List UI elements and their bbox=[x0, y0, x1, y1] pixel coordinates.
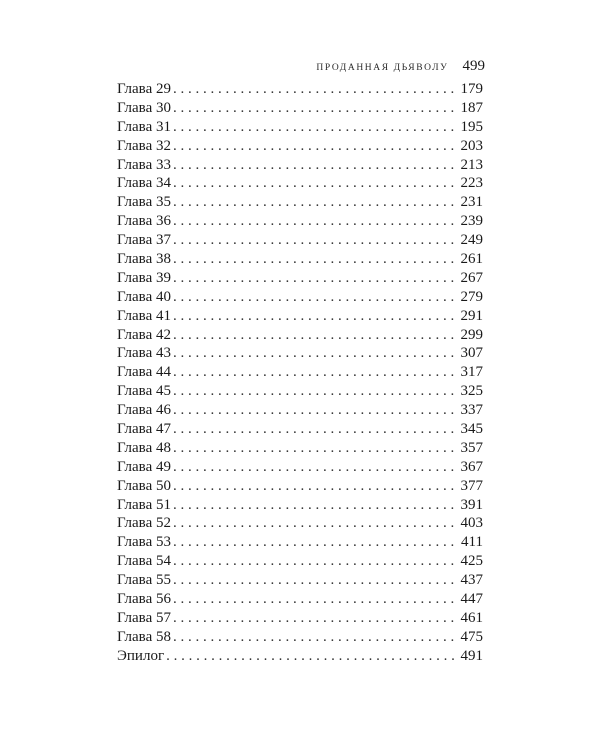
table-of-contents bbox=[117, 80, 483, 666]
toc-entry-title: Глава 35 bbox=[117, 194, 171, 211]
dot-leader bbox=[173, 137, 457, 156]
running-head bbox=[316, 58, 485, 75]
toc-entry[interactable] bbox=[117, 552, 483, 571]
toc-entry-page: 377 bbox=[460, 477, 483, 494]
dot-leader bbox=[173, 571, 457, 590]
toc-entry[interactable] bbox=[117, 118, 483, 137]
toc-entry-page: 261 bbox=[460, 251, 483, 268]
dot-leader bbox=[173, 174, 457, 193]
toc-entry[interactable] bbox=[117, 647, 483, 666]
dot-leader bbox=[166, 647, 456, 666]
toc-entry-page: 279 bbox=[460, 288, 483, 305]
toc-entry-title: Глава 48 bbox=[117, 439, 171, 456]
toc-entry-page: 391 bbox=[460, 496, 483, 513]
toc-entry[interactable] bbox=[117, 439, 483, 458]
toc-entry[interactable] bbox=[117, 477, 483, 496]
toc-entry-page: 223 bbox=[460, 175, 483, 192]
toc-entry-page: 461 bbox=[460, 609, 483, 626]
toc-entry-title: Глава 33 bbox=[117, 156, 171, 173]
toc-entry[interactable] bbox=[117, 344, 483, 363]
toc-entry-title: Глава 45 bbox=[117, 383, 171, 400]
toc-entry-page: 249 bbox=[460, 232, 483, 249]
toc-entry-page: 317 bbox=[460, 364, 483, 381]
toc-entry-title: Глава 36 bbox=[117, 213, 171, 230]
toc-entry-title: Глава 49 bbox=[117, 458, 171, 475]
page-number: 499 bbox=[462, 58, 485, 74]
toc-entry[interactable] bbox=[117, 212, 483, 231]
dot-leader bbox=[173, 212, 457, 231]
toc-entry-page: 447 bbox=[460, 591, 483, 608]
toc-entry-page: 337 bbox=[460, 402, 483, 419]
toc-entry[interactable] bbox=[117, 514, 483, 533]
toc-entry[interactable] bbox=[117, 269, 483, 288]
toc-entry-title: Глава 30 bbox=[117, 99, 171, 116]
toc-entry[interactable] bbox=[117, 137, 483, 156]
dot-leader bbox=[173, 269, 457, 288]
toc-entry[interactable] bbox=[117, 458, 483, 477]
toc-entry-page: 203 bbox=[460, 137, 483, 154]
dot-leader bbox=[173, 344, 457, 363]
toc-entry[interactable] bbox=[117, 99, 483, 118]
dot-leader bbox=[173, 193, 457, 212]
toc-entry-page: 179 bbox=[460, 81, 483, 97]
toc-entry-title: Глава 38 bbox=[117, 251, 171, 268]
toc-entry-page: 367 bbox=[460, 458, 483, 475]
toc-entry-title: Глава 40 bbox=[117, 288, 171, 305]
toc-entry[interactable] bbox=[117, 231, 483, 250]
toc-entry-title: Глава 50 bbox=[117, 477, 171, 494]
toc-entry-page: 231 bbox=[460, 194, 483, 211]
toc-entry[interactable] bbox=[117, 307, 483, 326]
toc-entry[interactable] bbox=[117, 326, 483, 345]
running-title: ПРОДАННАЯ ДЬЯВОЛУ bbox=[316, 63, 449, 73]
dot-leader bbox=[173, 514, 457, 533]
toc-entry-page: 411 bbox=[461, 534, 483, 551]
dot-leader bbox=[173, 307, 457, 326]
toc-entry-title: Глава 57 bbox=[117, 609, 171, 626]
dot-leader bbox=[173, 382, 457, 401]
toc-entry-title: Глава 43 bbox=[117, 345, 171, 362]
toc-entry-title: Глава 56 bbox=[117, 591, 171, 608]
toc-entry[interactable] bbox=[117, 628, 483, 647]
toc-entry[interactable] bbox=[117, 571, 483, 590]
dot-leader bbox=[173, 118, 457, 137]
toc-entry[interactable] bbox=[117, 496, 483, 515]
toc-entry-title: Глава 42 bbox=[117, 326, 171, 343]
toc-entry-title: Глава 51 bbox=[117, 496, 171, 513]
toc-entry[interactable] bbox=[117, 174, 483, 193]
toc-entry-title: Глава 52 bbox=[117, 515, 171, 532]
toc-entry-title: Глава 41 bbox=[117, 307, 171, 324]
toc-entry-page: 403 bbox=[460, 515, 483, 532]
dot-leader bbox=[173, 420, 457, 439]
toc-entry-title: Глава 31 bbox=[117, 118, 171, 135]
toc-entry-page: 267 bbox=[460, 269, 483, 286]
toc-entry-title: Эпилог bbox=[117, 647, 165, 664]
dot-leader bbox=[173, 326, 457, 345]
toc-entry-title: Глава 47 bbox=[117, 421, 171, 438]
toc-entry-page: 299 bbox=[460, 326, 483, 343]
dot-leader bbox=[173, 533, 457, 552]
toc-entry[interactable] bbox=[117, 156, 483, 175]
toc-entry[interactable] bbox=[117, 382, 483, 401]
toc-entry-title: Глава 55 bbox=[117, 572, 171, 589]
toc-entry[interactable] bbox=[117, 420, 483, 439]
toc-entry-title: Глава 53 bbox=[117, 534, 171, 551]
toc-entry-title: Глава 44 bbox=[117, 364, 171, 381]
dot-leader bbox=[173, 250, 457, 269]
toc-entry-title: Глава 58 bbox=[117, 628, 171, 645]
toc-entry-page: 425 bbox=[460, 553, 483, 570]
dot-leader bbox=[173, 477, 457, 496]
toc-entry-title: Глава 32 bbox=[117, 137, 171, 154]
dot-leader bbox=[173, 99, 457, 118]
toc-entry[interactable] bbox=[117, 193, 483, 212]
dot-leader bbox=[173, 609, 457, 628]
toc-entry[interactable] bbox=[117, 80, 483, 99]
toc-entry-page: 307 bbox=[460, 345, 483, 362]
toc-entry-page: 475 bbox=[460, 628, 483, 645]
toc-entry-title: Глава 37 bbox=[117, 232, 171, 249]
toc-entry-page: 291 bbox=[460, 307, 483, 324]
toc-entry-page: 437 bbox=[460, 572, 483, 589]
toc-entry-page: 325 bbox=[460, 383, 483, 400]
dot-leader bbox=[173, 458, 457, 477]
dot-leader bbox=[173, 288, 457, 307]
dot-leader bbox=[173, 156, 457, 175]
toc-entry[interactable] bbox=[117, 288, 483, 307]
dot-leader bbox=[173, 80, 457, 99]
toc-entry[interactable] bbox=[117, 533, 483, 552]
dot-leader bbox=[173, 401, 457, 420]
toc-entry-page: 195 bbox=[460, 118, 483, 135]
toc-entry-title: Глава 29 bbox=[117, 81, 171, 97]
toc-entry-page: 345 bbox=[460, 421, 483, 438]
dot-leader bbox=[173, 496, 457, 515]
toc-entry[interactable] bbox=[117, 363, 483, 382]
dot-leader bbox=[173, 552, 457, 571]
toc-entry-page: 239 bbox=[460, 213, 483, 230]
toc-entry-title: Глава 46 bbox=[117, 402, 171, 419]
toc-entry-page: 187 bbox=[460, 99, 483, 116]
toc-entry-page: 357 bbox=[460, 439, 483, 456]
dot-leader bbox=[173, 231, 457, 250]
toc-entry-title: Глава 34 bbox=[117, 175, 171, 192]
toc-entry-title: Глава 54 bbox=[117, 553, 171, 570]
toc-entry[interactable] bbox=[117, 401, 483, 420]
toc-entry-title: Глава 39 bbox=[117, 269, 171, 286]
dot-leader bbox=[173, 590, 457, 609]
toc-entry-page: 491 bbox=[460, 647, 483, 664]
toc-entry[interactable] bbox=[117, 590, 483, 609]
toc-entry[interactable] bbox=[117, 609, 483, 628]
dot-leader bbox=[173, 439, 457, 458]
dot-leader bbox=[173, 628, 457, 647]
dot-leader bbox=[173, 363, 457, 382]
toc-entry-page: 213 bbox=[460, 156, 483, 173]
toc-entry[interactable] bbox=[117, 250, 483, 269]
